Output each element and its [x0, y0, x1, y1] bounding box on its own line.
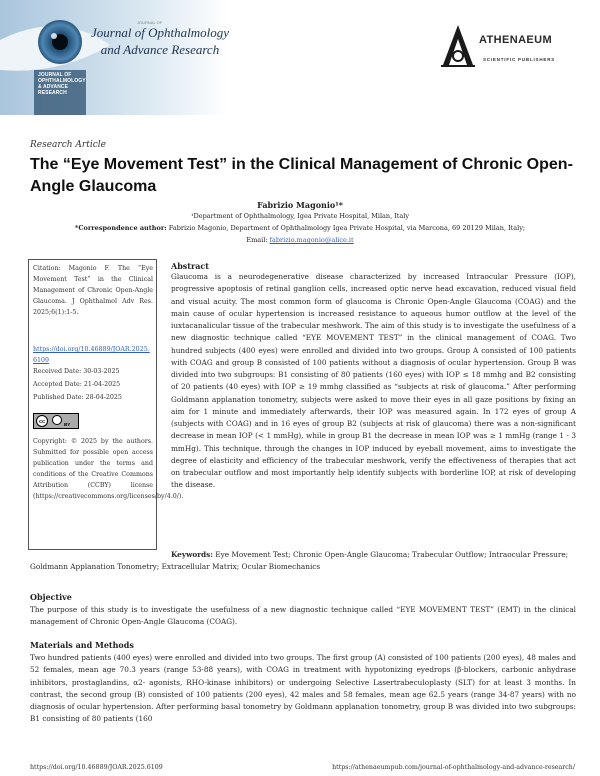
- keywords-label: Keywords:: [171, 550, 213, 559]
- doi-link[interactable]: https://doi.org/10.46889/JOAR.2025.6109: [33, 346, 150, 364]
- email-label: Email:: [246, 236, 268, 244]
- correspondence-label: *Correspondence author:: [74, 224, 167, 232]
- article-type: Research Article: [30, 140, 106, 150]
- methods-body: Two hundred patients (400 eyes) were enrolled and divided into two groups. The first group (A) consisted of 100 patients (200 eyes), 48 males and 52 females, mean age 70.3 years (range 53-88 years), with COAG in treatment with hypotonizing eyedrops (β-blockers, carbonic anhydrase inhibitors, prostaglandins, α2- agonists, RHO-kinase inhibitors) or undergoing Selective Lasertrabeculoplasty (SLT) for at least 3 months. In contrast, the second group (B) consisted of 100 patients (200 eyes), 42 males and 58 females, mean age 62.5 years (range 34-87 years) with no diagnosis of ocular hypertension. After performing basal tonometry by Goldmann applanation tonometry, group B was divided into two subgroups: B1 consisting of 80 patients (160: [30, 653, 576, 724]
- by-label: BY: [64, 422, 71, 427]
- objective-heading: Objective: [30, 592, 72, 602]
- accepted-date: Accepted Date: 21-04-2025: [33, 381, 121, 388]
- athenaeum-logo-icon: [440, 23, 476, 68]
- citation: Citation: Magonio F. The “Eye Movement Test” in the Clinical Management of Chronic Open-Angle Glaucoma. J Ophthalmol Adv Res. 2025;6(1):1-5.: [33, 265, 153, 316]
- abstract-body: Glaucoma is a neurodegenerative disease characterized by increased Intraocular Pressure (IOP), progressive apoptosis of retinal ganglion cells, increased optic nerve head excavation, reduced visual field and visual acuity. The most common form of glaucoma is Chronic Open-Angle Glaucoma (COAG) and the main cause of ocular hypertension is increased resistance to aqueous humor outflow at the level of the iuxtacanalicular tissue of the trabecular meshwork. The aim of this study is to investigate the usefulness of a new diagnostic technique called “EYE MOVEMENT TEST” in the clinical management of COAG. Two hundred subjects (400 eyes) were enrolled and divided into two groups. Group A consisted of 100 patients with COAG and group B consisted of 100 patients without a diagnosis of ocular hypertension. Group B was divided into two subgroups: B1 consisting of 80 patients (160 eyes) with IOP ≤ 18 mmhg and B2 consisting of 20 patients (40 eyes) with IOP ≥ 19 mmhg classified as “subjects at risk of glaucoma.” After performing Goldmann applanation tonometry, subjects were asked to move their eyes in all gaze positions by fixing an aim for 1 minute and immediately afterwards, their IOP was measured again. In 172 eyes of group A (subjects with COAG) and in 16 eyes of group B2 (subjects at risk of glaucoma) there was a non-significant decrease in mean IOP (< 1 mmHg), while in group B1 the decrease in mean IOP was ≥ 1 mmHg (range 1 - 3 mmHg). This technique, through the changes in IOP induced by eyeball movement, aims to investigate the degree of elasticity and efficiency of the trabecular meshwork, verify the effectiveness of therapies that act on trabecular outflow and most importantly help identify subjects with borderline IOP, at risk of developing the disease.: [171, 272, 576, 490]
- author-name: Fabrizio Magonio¹*: [257, 200, 343, 210]
- footer-url[interactable]: https://athenaeumpub.com/journal-of-ophthalmology-and-advance-research/: [332, 764, 575, 771]
- cc-by-license-badge[interactable]: [33, 413, 79, 429]
- article-title: The “Eye Movement Test” in the Clinical Management of Chronic Open-Angle Glaucoma: [30, 156, 573, 195]
- email-link[interactable]: fabrizio.magonio@alice.it: [269, 236, 354, 244]
- journal-cover-title: JOURNAL OF OPHTHALMOLOGY & ADVANCE RESEARCH: [38, 72, 86, 96]
- publisher-name: ATHENAEUM: [479, 34, 553, 46]
- email-line: [0, 236, 600, 244]
- keywords: [30, 549, 576, 573]
- footer-doi[interactable]: https://doi.org/10.46889/JOAR.2025.6109: [30, 764, 163, 771]
- journal-small-label: JOURNAL OF: [137, 20, 163, 25]
- correspondence-text: Fabrizio Magonio, Department of Ophthalmology Igea Private Hospital, via Marcona, 69 20129 Milan, Italy;: [168, 224, 526, 232]
- objective-body: The purpose of this study is to investigate the usefulness of a new diagnostic technique called “EYE MOVEMENT TEST” (EMT) in the clinical management of Chronic Open-Angle Glaucoma (COAG).: [30, 605, 576, 627]
- keywords-text: Eye Movement Test; Chronic Open-Angle Glaucoma; Trabecular Outflow; Intraocular Pressure; Goldmann Applanation Tonometry; Extracellular Matrix; Ocular Biomechanics: [30, 550, 569, 571]
- received-date: Received Date: 30-03-2025: [33, 368, 120, 375]
- copyright-notice: Copyright: © 2025 by the authors. Submitted for possible open access publication under the terms and conditions of the Creative Commons Attribution (CCBY) license (https://creativecommons.org/licenses/by/4.0/).: [33, 438, 184, 500]
- article-info-sidebar: [28, 259, 184, 550]
- journal-title: Journal of Ophthalmology and Advance Research: [91, 25, 229, 57]
- affiliation: ¹Department of Ophthalmology, Igea Private Hospital, Milan, Italy: [190, 212, 410, 220]
- methods-heading: Materials and Methods: [30, 640, 134, 650]
- creative-commons-icon: cc: [36, 415, 48, 427]
- attribution-icon: [52, 415, 62, 425]
- published-date: Published Date: 28-04-2025: [33, 394, 122, 401]
- publisher-subtitle: SCIENTIFIC PUBLISHERS: [483, 57, 556, 62]
- correspondence: [0, 224, 600, 232]
- abstract-heading: Abstract: [171, 261, 209, 271]
